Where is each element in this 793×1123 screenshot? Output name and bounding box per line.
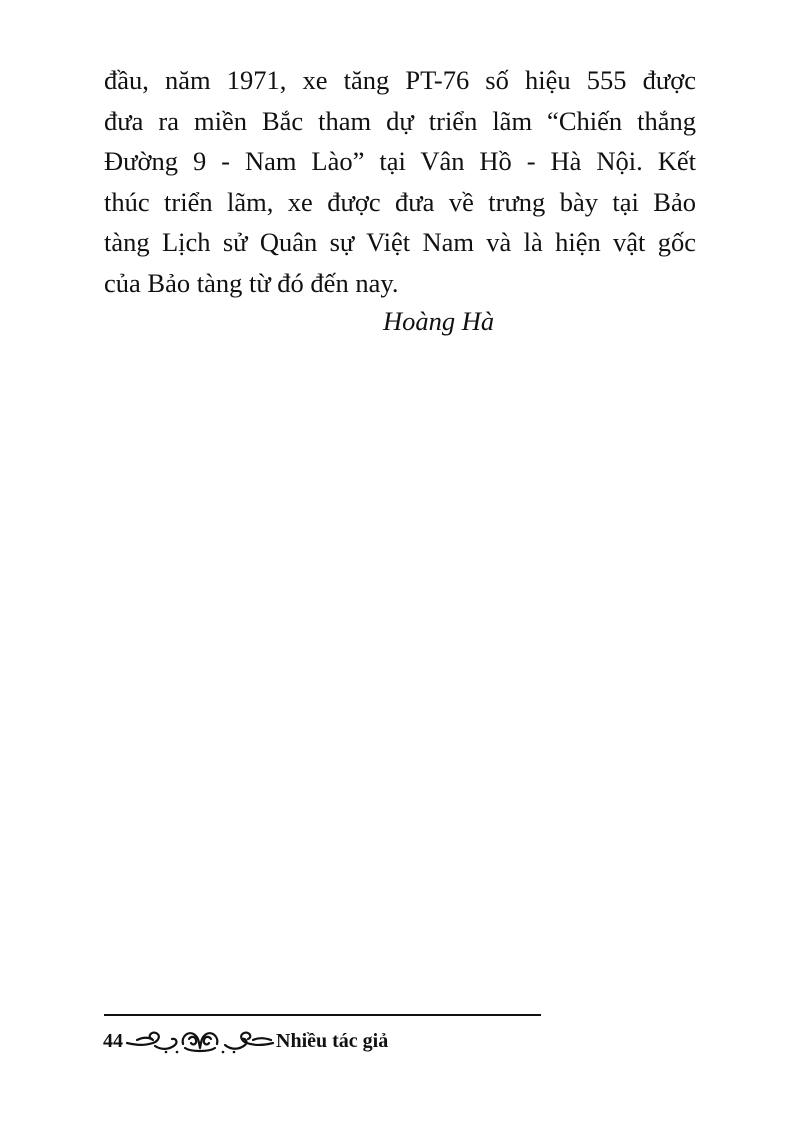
page-number: 44 xyxy=(103,1029,123,1052)
footer-divider xyxy=(104,1014,541,1016)
book-author-credit: Nhiều tác giả xyxy=(276,1029,389,1052)
author-signature: Hoàng Hà xyxy=(383,306,495,336)
body-line: đầu, năm 1971, xe tăng PT-76 số hiệu 555 được xyxy=(104,65,696,95)
body-line: tàng Lịch sử Quân sự Việt Nam và là hiện vật gốc xyxy=(104,227,696,257)
body-paragraph xyxy=(104,60,696,303)
page-footer xyxy=(103,1024,388,1058)
scroll-ornament-icon xyxy=(125,1026,275,1056)
body-line: Đường 9 - Nam Lào” tại Vân Hồ - Hà Nội. Kết xyxy=(104,146,696,176)
body-line: đưa ra miền Bắc tham dự triển lãm “Chiến thắng xyxy=(104,105,696,136)
body-line: thúc triển lãm, xe được đưa về trưng bày tại Bảo xyxy=(104,186,696,217)
body-line: của Bảo tàng từ đó đến nay. xyxy=(104,267,399,298)
